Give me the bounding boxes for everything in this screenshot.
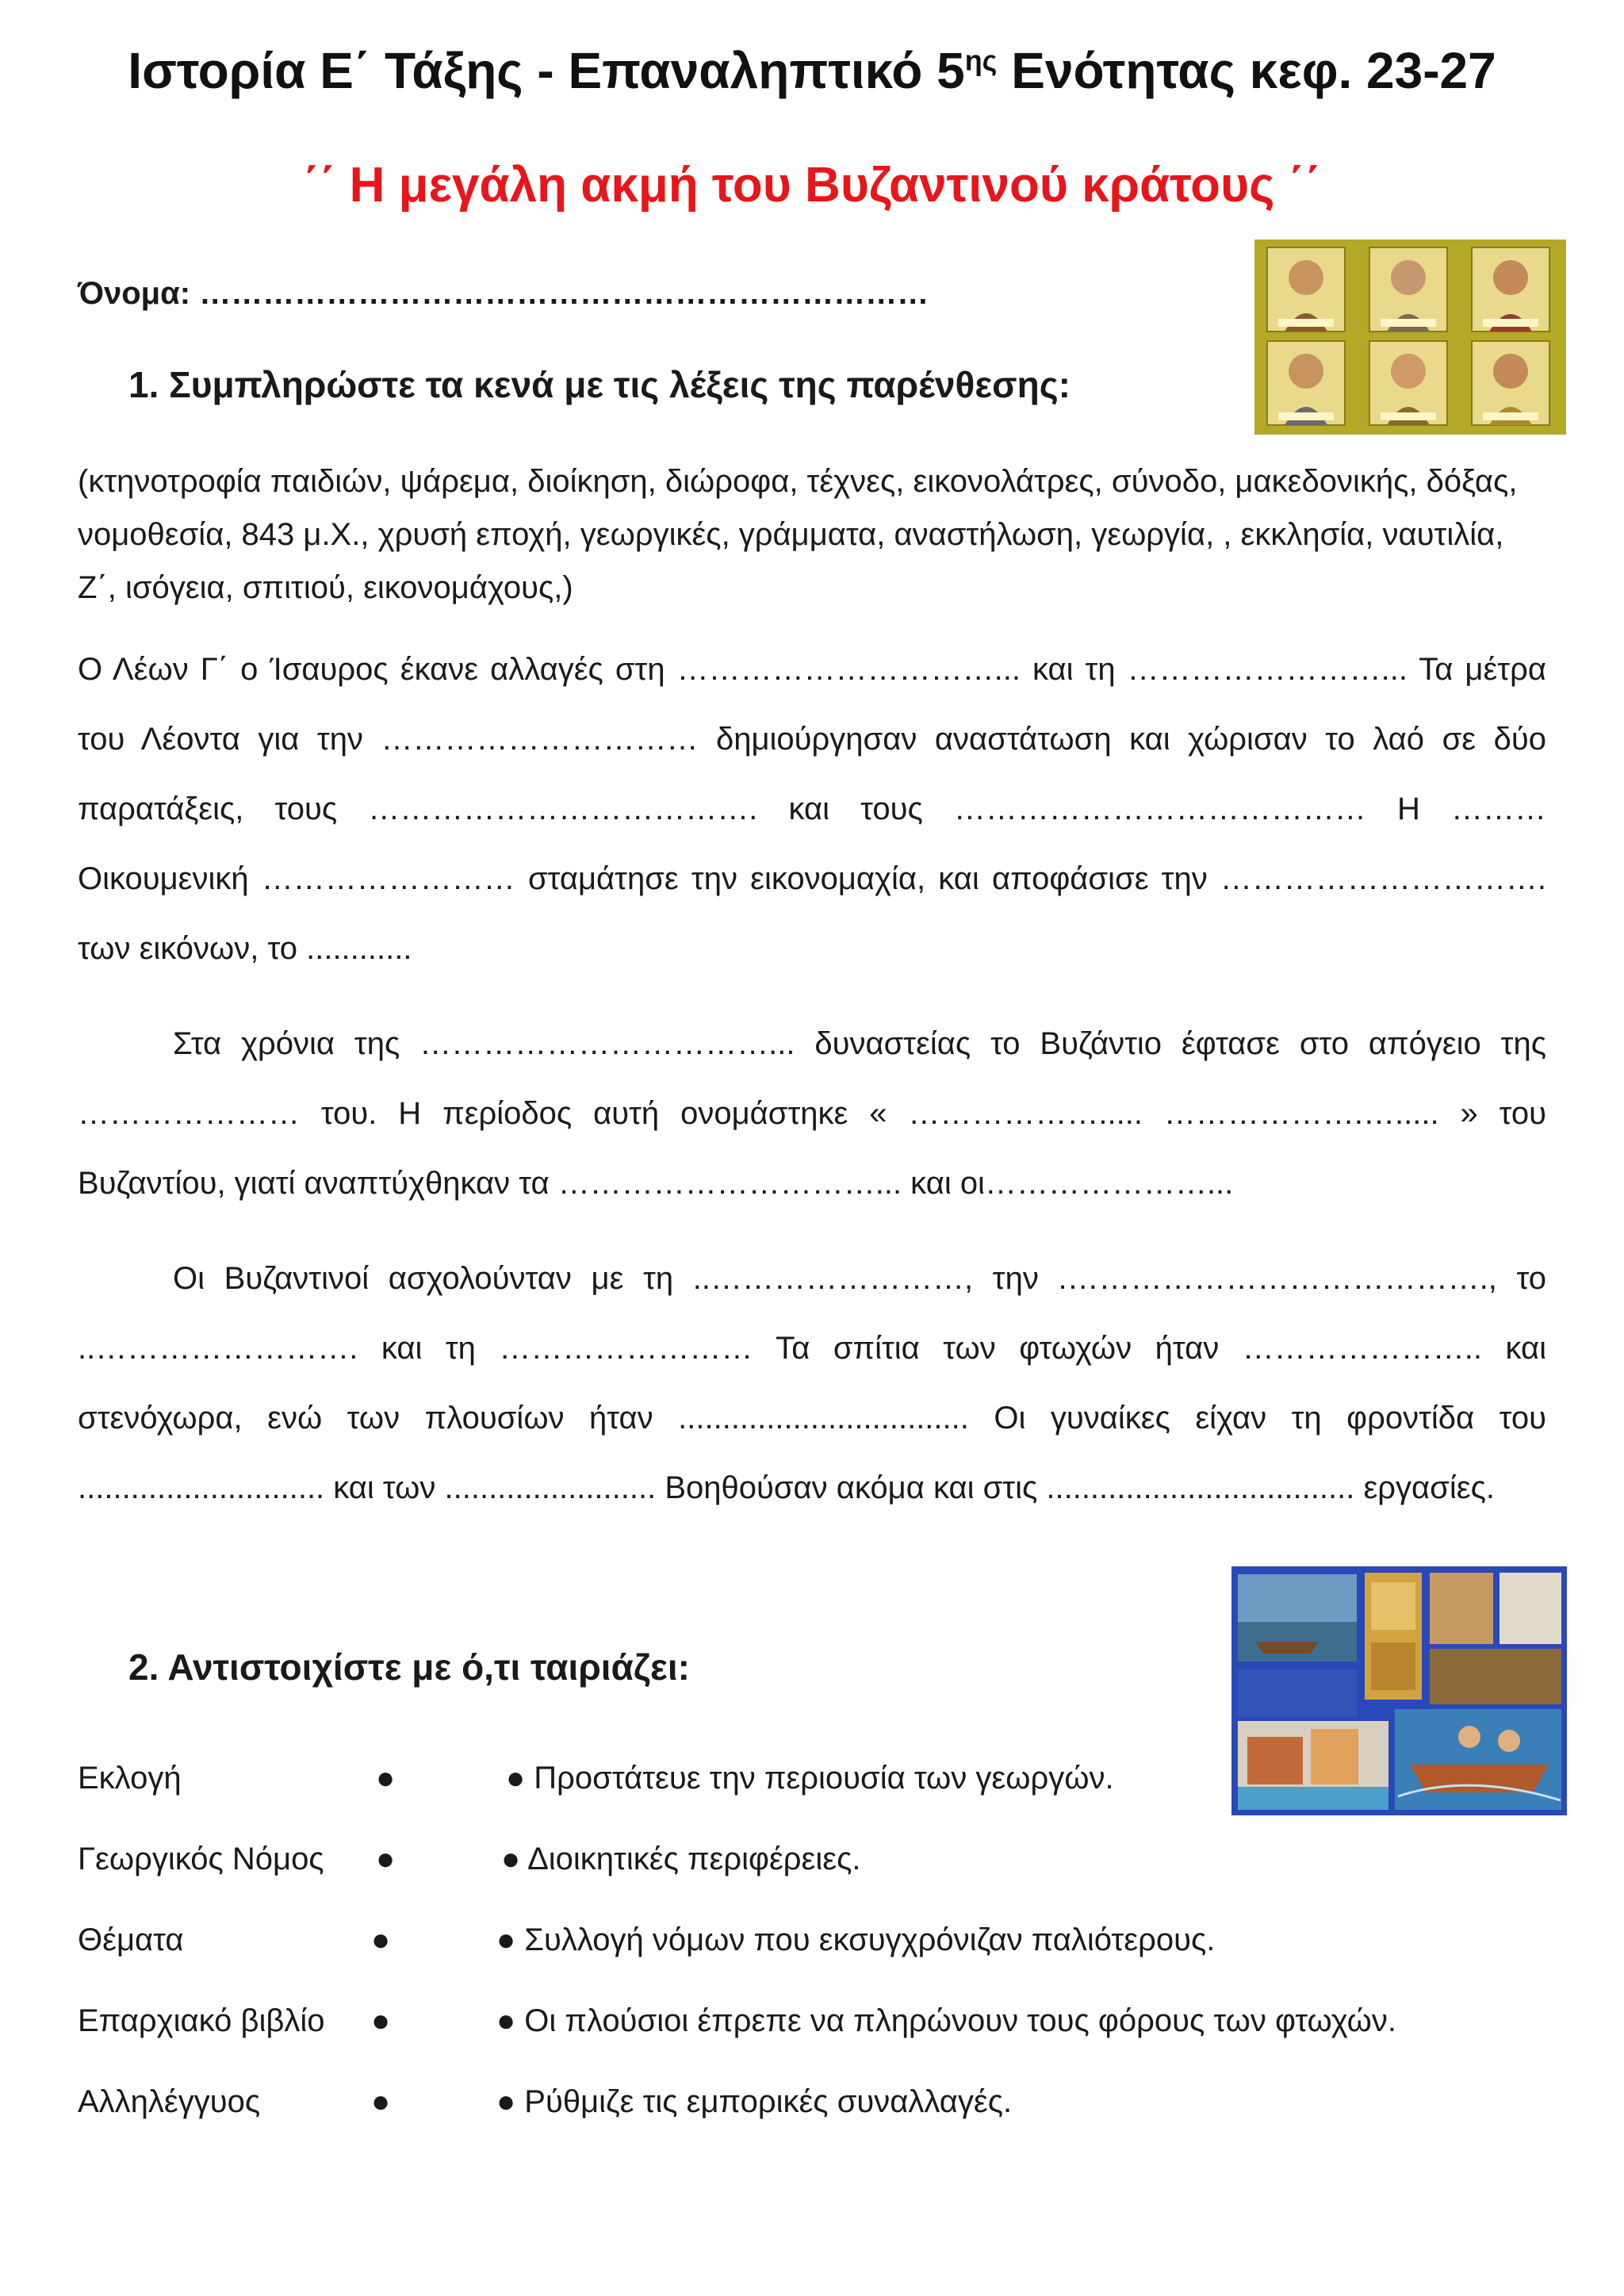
match-term-bullet[interactable]: ● xyxy=(371,2084,391,2119)
title-main: Ιστορία Ε΄ Τάξης - Επαναληπτικό 5 xyxy=(128,42,965,99)
emperors-illustration xyxy=(1254,240,1566,435)
match-definition[interactable]: ● Οι πλούσιοι έπρεπε να πληρώνουν τους φόρους των φτωχών. xyxy=(496,2003,1396,2038)
match-term: Γεωργικός Νόμος xyxy=(78,1842,324,1876)
page-title xyxy=(0,41,1624,100)
question-2-heading: 2. Αντιστοιχίστε με ό,τι ταιριάζει: xyxy=(128,1646,690,1688)
title-superscript: ης xyxy=(964,44,998,77)
name-field xyxy=(78,276,929,312)
byzantine-emperors-image xyxy=(1254,240,1566,435)
match-term: Επαρχιακό βιβλίο xyxy=(78,2003,325,2038)
match-term-bullet[interactable]: ● xyxy=(376,1761,396,1796)
match-term: Θέματα xyxy=(78,1922,184,1957)
match-term-bullet[interactable]: ● xyxy=(376,1842,396,1876)
word-bank: (κτηνοτροφία παιδιών, ψάρεμα, διοίκηση, διώροφα, τέχνες, εικονολάτρες, σύνοδο, μακεδονικής, δόξας, νομοθεσία, 843 μ.Χ., χρυσή εποχή, γεωργικές, γράμματα, αναστήλωση, γεωργία, , εκκλησία, ναυτιλία, Ζ΄, ισόγεια, σπιτιού, εικονομάχους,) xyxy=(78,464,1518,605)
match-row-2 xyxy=(78,1842,1568,1889)
fill-paragraph-2: Στα χρόνια της ……………………………... δυναστείας το Βυζάντιο έφτασε στο απόγειο της ………………… του. Η περίοδος αυτή ονομάστηκε « ………………..... ……………….…..... » του Βυζαντίου, γιατί αναπτύχθηκαν τα …………………………... και οι…………………... xyxy=(78,1026,1546,1201)
question-1-heading: 1. Συμπληρώστε τα κενά με τις λέξεις της παρένθεσης: xyxy=(128,364,1071,405)
title-end: Ενότητας κεφ. 23-27 xyxy=(997,42,1496,99)
page-subtitle: ΄΄ Η μεγάλη ακμή του Βυζαντινού κράτους ΄΄ xyxy=(303,158,1321,213)
match-row-4 xyxy=(78,2003,1568,2051)
match-term: Εκλογή xyxy=(78,1761,182,1796)
match-row-3 xyxy=(78,1922,1568,1970)
match-term: Αλληλέγγυος xyxy=(78,2084,261,2119)
name-dots: …………………………………………………………… xyxy=(199,276,929,311)
match-term-bullet[interactable]: ● xyxy=(371,1922,391,1957)
match-definition[interactable]: ● Προστάτευε την περιουσία των γεωργών. xyxy=(506,1761,1114,1796)
name-label: Όνομα: xyxy=(78,276,191,311)
fill-paragraph-3: Οι Βυζαντινοί ασχολούνταν με τη ..……………………, την .…………………………………., το ..……………………. και τη …………………… Τα σπίτια των φτωχών ήταν ………………….. και στενόχωρα, ενώ των πλουσίων ήταν ................................. Οι γυναίκες είχαν τη φροντίδα του ............................ και των ........................ Βοηθούσαν ακόμα και στις ................................... εργασίες. xyxy=(78,1261,1546,1505)
match-row-5 xyxy=(78,2084,1568,2132)
match-term-bullet[interactable]: ● xyxy=(371,2003,391,2038)
match-definition[interactable]: ● Συλλογή νόμων που εκσυγχρόνιζαν παλιότερους. xyxy=(496,1922,1216,1957)
fill-paragraph-1: Ο Λέων Γ΄ ο Ίσαυρος έκανε αλλαγές στη …………………………... και τη ……………………... Τα μέτρα του Λέοντα για την ………………………… δημιούργησαν αναστάτωση και χώρισαν το λαό σε δύο παρατάξεις, τους ………………………………. και τους ………………………………… Η ……… Οικουμενική …………………… σταμάτησε την εικονομαχία, και αποφάσισε την …………………………. των εικόνων, το ............ xyxy=(78,652,1546,966)
match-row-1 xyxy=(78,1761,1568,1808)
match-definition[interactable]: ● Διοικητικές περιφέρειες. xyxy=(501,1842,861,1876)
match-definition[interactable]: ● Ρύθμιζε τις εμπορικές συναλλαγές. xyxy=(496,2084,1013,2119)
fill-in-text xyxy=(78,634,1546,1523)
